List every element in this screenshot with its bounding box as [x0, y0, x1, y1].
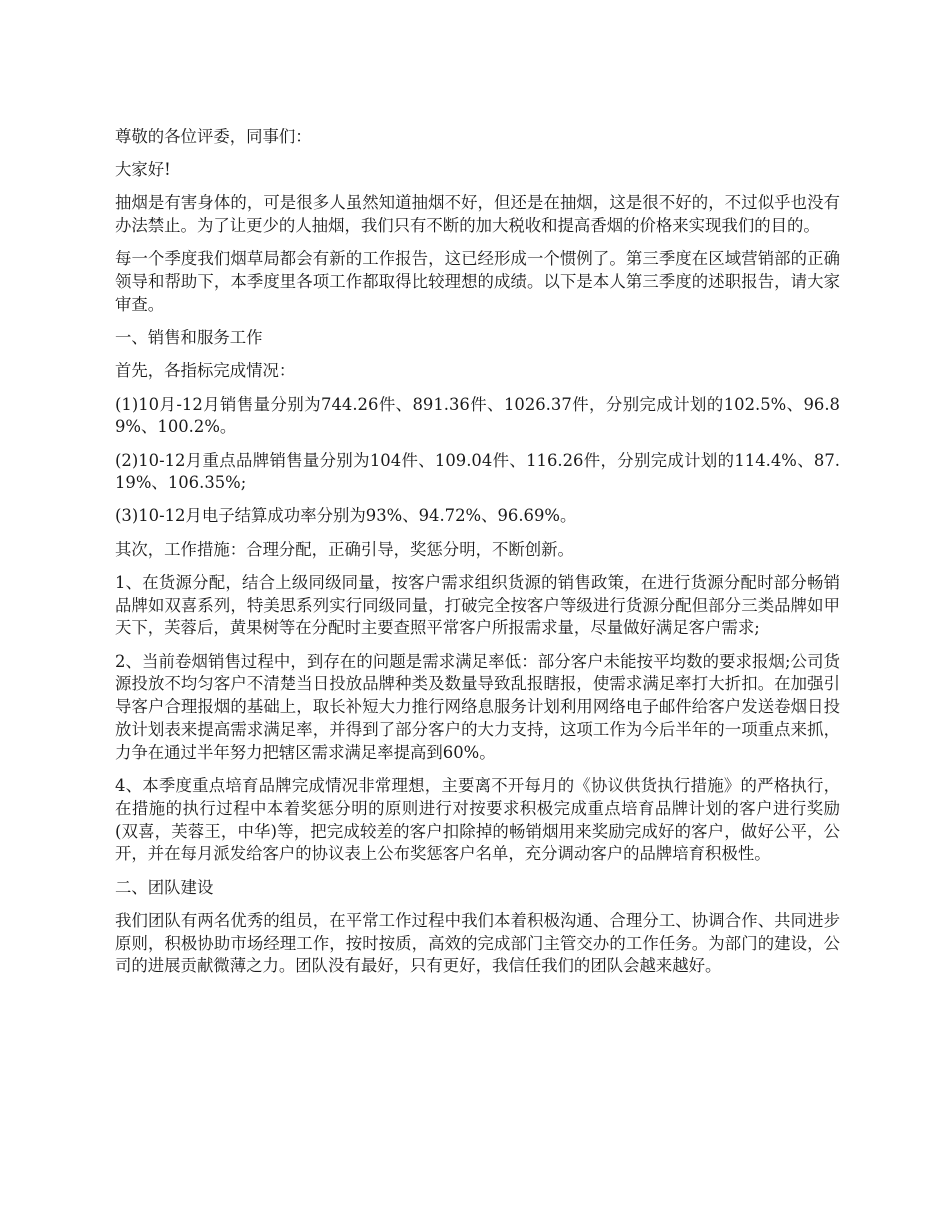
paragraph-report-context: 每一个季度我们烟草局都会有新的工作报告，这已经形成一个惯例了。第三季度在区域营销部的正确领导和帮助下，本季度里各项工作都取得比较理想的成绩。以下是本人第三季度的述职报告，请大家审查。: [115, 249, 840, 314]
document-body: [115, 126, 840, 989]
paragraph-team: 我们团队有两名优秀的组员，在平常工作过程中我们本着积极沟通、合理分工、协调合作、共同进步原则，积极协助市场经理工作，按时按质，高效的完成部门主管交办的工作任务。为部门的建设，公司的进展贡献微薄之力。团队没有最好，只有更好，我信任我们的团队会越来越好。: [115, 910, 840, 976]
paragraph-item-4: 4、本季度重点培育品牌完成情况非常理想，主要离不开每月的《协议供货执行措施》的严格执行，在措施的执行过程中本着奖惩分明的原则进行对按要求积极完成重点培育品牌计划的客户进行奖励(双喜，芙蓉王，中华)等，把完成较差的客户扣除掉的畅销烟用来奖励完成好的客户，做好公平，公开，并在每月派发给客户的协议表上公布奖惩客户名单，充分调动客户的品牌培育积极性。: [115, 776, 840, 864]
paragraph-item-2: 2、当前卷烟销售过程中，到存在的问题是需求满足率低：部分客户未能按平均数的要求报烟;公司货源投放不均匀客户不清楚当日投放品牌种类及数量导致乱报瞎报，使需求满足率打大折扣。在加强引导客户合理报烟的基础上，取长补短大力推行网络息服务计划利用网络电子邮件给客户发送卷烟日投放计划表来提高需求满足率，并得到了部分客户的大力支持，这项工作为今后半年的一项重点来抓，力争在通过半年努力把辖区需求满足率提高到60%。: [115, 651, 840, 762]
paragraph-indicators-intro: 首先，各指标完成情况：: [115, 361, 296, 381]
paragraph-sales-volume: (1)10月-12月销售量分别为744.26件、891.36件、1026.37件，分别完成计划的102.5%、96.89%、100.2%。: [115, 394, 840, 437]
section-heading-sales: 一、销售和服务工作: [115, 328, 263, 348]
paragraph-key-brands: (2)10-12月重点品牌销售量分别为104件、109.04件、116.26件，分别完成计划的114.4%、87.19%、106.35%;: [115, 450, 840, 493]
paragraph-item-1: 1、在货源分配，结合上级同级同量，按客户需求组织货源的销售政策，在进行货源分配时部分畅销品牌如双喜系列，特美思系列实行同级同量，打破完全按客户等级进行货源分配但部分三类品牌如甲天下，芙蓉后，黄果树等在分配时主要查照平常客户所报需求量，尽量做好满足客户需求;: [115, 572, 840, 638]
greeting: 大家好!: [115, 160, 171, 180]
paragraph-measures: 其次，工作措施：合理分配，正确引导，奖惩分明，不断创新。: [115, 539, 574, 559]
section-heading-team: 二、团队建设: [115, 877, 214, 897]
salutation: 尊敬的各位评委，同事们：: [115, 127, 312, 146]
paragraph-intro: 抽烟是有害身体的，可是很多人虽然知道抽烟不好，但还是在抽烟，这是很不好的，不过似乎也没有办法禁止。为了让更少的人抽烟，我们只有不断的加大税收和提高香烟的价格来实现我们的目的。: [115, 193, 840, 236]
paragraph-settlement-rate: (3)10-12月电子结算成功率分别为93%、94.72%、96.69%。: [115, 506, 577, 526]
